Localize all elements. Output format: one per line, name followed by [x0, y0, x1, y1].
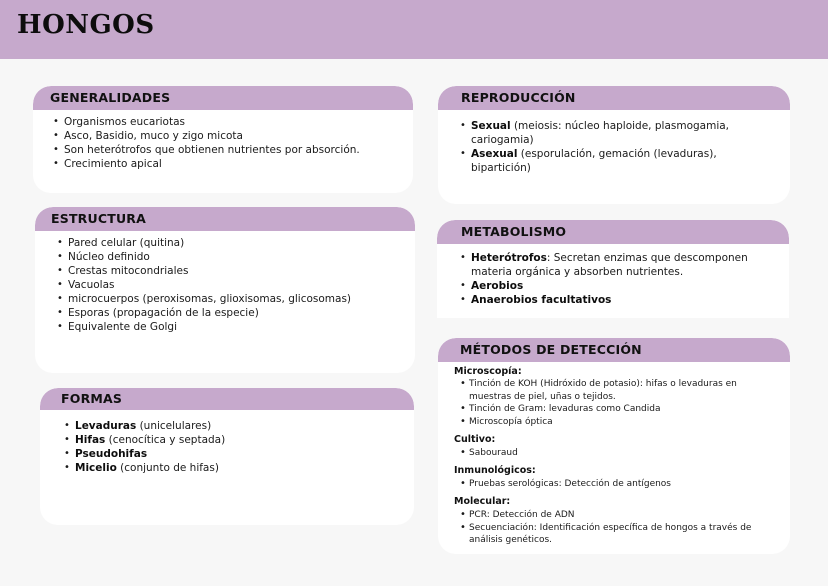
item-term: Asexual	[471, 148, 518, 160]
metodos-header	[438, 338, 790, 362]
generalidades-card	[33, 86, 413, 193]
list-item	[458, 147, 766, 175]
item-detail: (unicelulares)	[136, 420, 212, 432]
item-term: Anaerobios facultativos	[471, 294, 612, 306]
metabolismo-header	[437, 220, 789, 244]
metodos-heading: MÉTODOS DE DETECCIÓN	[460, 342, 642, 357]
list-item	[458, 293, 759, 307]
item-term: Sexual	[471, 120, 511, 132]
item-detail: (esporulación, gemación (levaduras), bipartición)	[471, 148, 717, 174]
list-item	[458, 251, 759, 279]
generalidades-heading: GENERALIDADES	[50, 90, 171, 105]
group-list-microscopia	[454, 378, 770, 428]
generalidades-header	[33, 86, 413, 110]
group-label-microscopia: Microscopía:	[454, 366, 522, 377]
metodos-card	[438, 338, 790, 554]
list-item: • Esporas (propagación de la especie)	[55, 306, 405, 320]
formas-heading: FORMAS	[61, 391, 123, 406]
list-item: • Microscopía óptica	[454, 416, 770, 429]
item-term: Levaduras	[75, 420, 137, 432]
group-label-molecular: Molecular:	[454, 496, 511, 507]
list-item	[458, 279, 759, 293]
item-term: Hifas	[75, 434, 106, 446]
estructura-heading: ESTRUCTURA	[51, 211, 146, 226]
formas-header	[40, 388, 414, 410]
list-item	[458, 119, 766, 147]
title-bar	[0, 0, 828, 59]
list-item: • Sabouraud	[454, 447, 770, 460]
list-item	[62, 419, 404, 433]
group-list-molecular	[454, 509, 770, 547]
estructura-header	[35, 207, 415, 231]
estructura-card	[35, 207, 415, 373]
page-title: HONGOS	[17, 10, 155, 40]
group-list-cultivo	[454, 447, 770, 460]
item-term: Pseudohifas	[75, 448, 148, 460]
list-item: • PCR: Detección de ADN	[454, 509, 770, 522]
list-item: • Pared celular (quitina)	[55, 236, 405, 250]
item-detail: : Secretan enzimas que descomponen materia orgánica y absorben nutrientes.	[471, 252, 748, 278]
metabolismo-card	[437, 220, 789, 318]
item-term: Aerobios	[471, 280, 524, 292]
list-item: • Pruebas serológicas: Detección de antígenos	[454, 478, 770, 491]
list-item	[62, 433, 404, 447]
reproduccion-header	[438, 86, 790, 110]
list-item: • Núcleo definido	[55, 250, 405, 264]
item-detail: (cenocítica y septada)	[105, 434, 226, 446]
item-detail: (conjunto de hifas)	[116, 462, 219, 474]
list-item: • Asco, Basidio, muco y zigo micota	[51, 129, 403, 143]
list-item: • Secuenciación: Identificación específica de hongos a través de análisis genéticos.	[454, 522, 770, 547]
metabolismo-heading: METABOLISMO	[461, 224, 567, 239]
formas-card	[40, 388, 414, 525]
item-term: Micelio	[75, 462, 117, 474]
metabolismo-list	[458, 251, 759, 307]
list-item: • Equivalente de Golgi	[55, 320, 405, 334]
item-term: Heterótrofos	[471, 252, 547, 264]
reproduccion-heading: REPRODUCCIÓN	[461, 90, 576, 105]
list-item: • Son heterótrofos que obtienen nutrientes por absorción.	[51, 143, 403, 157]
list-item	[62, 461, 404, 475]
list-item	[62, 447, 404, 461]
reproduccion-card	[438, 86, 790, 204]
list-item: • Organismos eucariotas	[51, 115, 403, 129]
list-item: • Tinción de Gram: levaduras como Candida	[454, 403, 770, 416]
group-list-inmunologicos	[454, 478, 770, 491]
list-item: • Tinción de KOH (Hidróxido de potasio): hifas o levaduras en muestras de piel, uñas o tejidos.	[454, 378, 770, 403]
list-item: • Vacuolas	[55, 278, 405, 292]
generalidades-list	[51, 115, 403, 171]
estructura-list	[55, 236, 405, 334]
group-label-cultivo: Cultivo:	[454, 434, 496, 445]
item-detail: (meiosis: núcleo haploide, plasmogamia, cariogamia)	[471, 120, 730, 146]
list-item: • Crestas mitocondriales	[55, 264, 405, 278]
reproduccion-list	[458, 119, 766, 175]
list-item: • microcuerpos (peroxisomas, glioxisomas, glicosomas)	[55, 292, 405, 306]
group-label-inmunologicos: Inmunológicos:	[454, 465, 536, 476]
formas-list	[62, 419, 404, 475]
list-item: • Crecimiento apical	[51, 157, 403, 171]
